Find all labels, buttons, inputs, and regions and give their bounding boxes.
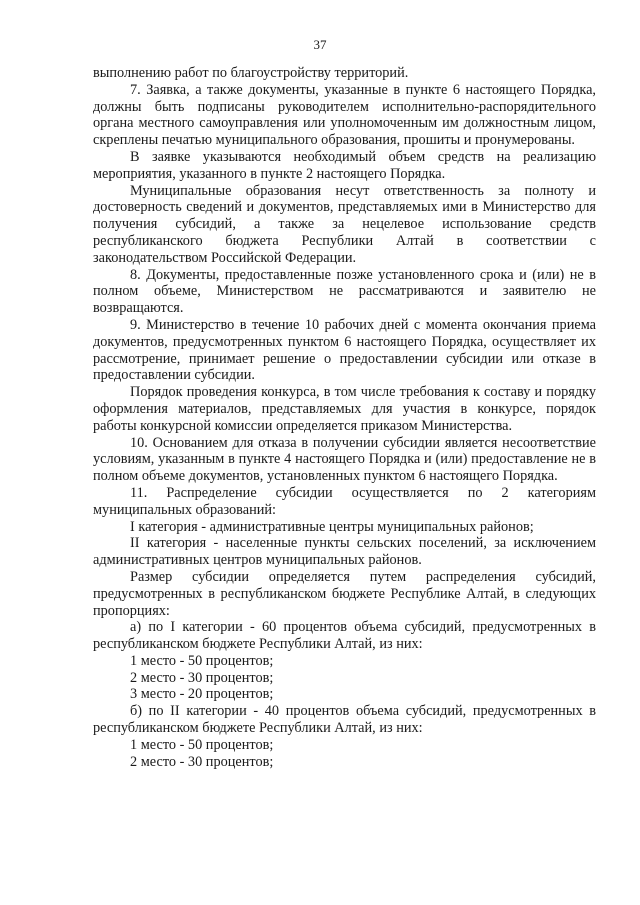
paragraph-9: 11. Распределение субсидии осуществляется по 2 категориям муниципальных образований: xyxy=(93,484,596,518)
paragraph-3: В заявке указываются необходимый объем средств на реализацию мероприятия, указанного в пункте 2 настоящего Порядка. xyxy=(93,148,596,182)
paragraph-4: Муниципальные образования несут ответственность за полноту и достоверность сведений и документов, представляемых ими в Министерство для получения субсидий, а также за нецелевое использование средств республиканского бюджета Республики Алтай в соответствии с законодательством Российской Федерации. xyxy=(93,182,596,266)
paragraph-13: а) по I категории - 60 процентов объема субсидий, предусмотренных в республиканском бюджете Республики Алтай, из них: xyxy=(93,619,596,653)
paragraph-14: 1 место - 50 процентов; xyxy=(130,652,274,669)
paragraph-18: 1 место - 50 процентов; xyxy=(130,736,274,753)
page-number: 37 xyxy=(313,37,327,52)
paragraph-12: Размер субсидии определяется путем распределения субсидий, предусмотренных в республиканском бюджете Республике Алтай, в следующих пропорциях: xyxy=(93,568,596,619)
paragraph-17: б) по II категории - 40 процентов объема субсидий, предусмотренных в республиканском бюджете Республики Алтай, из них: xyxy=(93,703,596,737)
paragraph-15: 2 место - 30 процентов; xyxy=(130,669,274,686)
paragraph-10: I категория - административные центры муниципальных районов; xyxy=(130,518,534,535)
paragraph-5: 8. Документы, предоставленные позже установленного срока и (или) не в полном объеме, Министерством не рассматриваются и заявителю не возвращаются. xyxy=(93,266,596,317)
paragraph-8: 10. Основанием для отказа в получении субсидии является несоответствие условиям, указанным в пункте 4 настоящего Порядка и (или) предоставление не в полном объеме документов, установленных пунктом 6 настоящего Порядка. xyxy=(93,434,596,485)
paragraph-2: 7. Заявка, а также документы, указанные в пункте 6 настоящего Порядка, должны быть подписаны руководителем исполнительно-распорядительного органа местного самоуправления или уполномоченным им должностным лицом, скреплены печатью муниципального образования, прошиты и пронумерованы. xyxy=(93,81,596,149)
paragraph-11: II категория - населенные пункты сельских поселений, за исключением административных центров муниципальных районов. xyxy=(93,535,596,569)
paragraph-16: 3 место - 20 процентов; xyxy=(130,686,274,703)
document-body xyxy=(93,65,596,770)
paragraph-6: 9. Министерство в течение 10 рабочих дней с момента окончания приема документов, предусмотренных пунктом 6 настоящего Порядка, осуществляет их рассмотрение, принимает решение о предоставлении субсидии или отказе в предоставлении субсидии. xyxy=(93,316,596,384)
paragraph-19: 2 место - 30 процентов; xyxy=(130,753,274,770)
paragraph-7: Порядок проведения конкурса, в том числе требования к составу и порядку оформления материалов, представляемых для участия в конкурсе, порядок работы конкурсной комиссии определяется приказом Министерства. xyxy=(93,384,596,434)
paragraph-1: выполнению работ по благоустройству территорий. xyxy=(93,65,409,81)
